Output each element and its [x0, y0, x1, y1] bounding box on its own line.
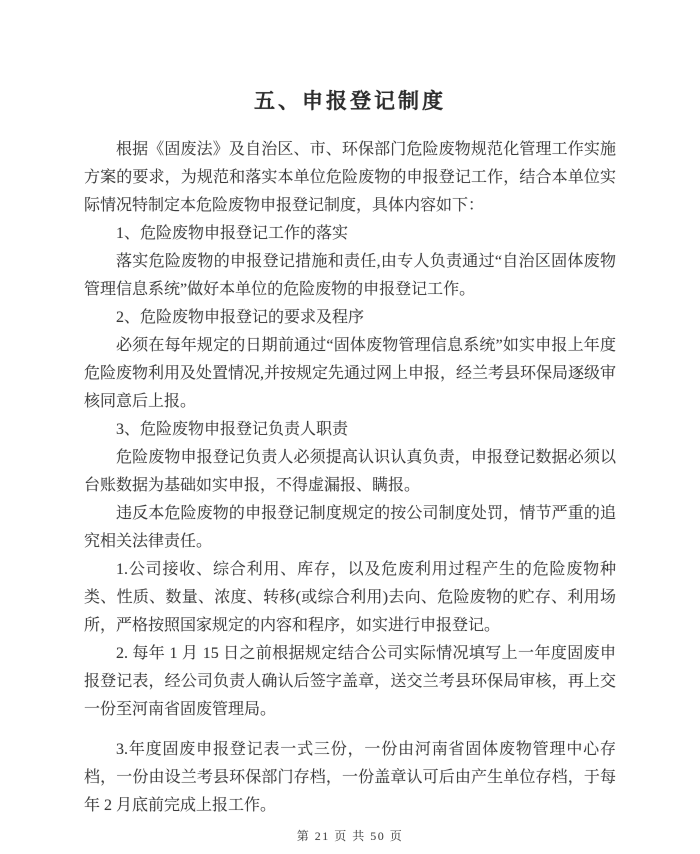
section-1-heading: 1、危险废物申报登记工作的落实 [116, 225, 349, 242]
list-item-2: 2. 每年 1 月 15 日之前根据规定结合公司实际情况填写上一年度固废申报登记表，经公司负责人确认后签字盖章，送交兰考县环保局审核，再上交一份至河南省固废管理局。 [84, 645, 616, 718]
section-3-heading: 3、危险废物申报登记负责人职责 [116, 421, 349, 438]
list-item-1: 1.公司接收、综合利用、库存，以及危废利用过程产生的危险废物种类、性质、数量、浓度、转移(或综合利用)去向、危险废物的贮存、利用场所，严格按照国家规定的内容和程序，如实进行申报登记。 [84, 561, 616, 634]
section-3-paragraph-2: 违反本危险废物的申报登记制度规定的按公司制度处罚，情节严重的追究相关法律责任。 [84, 505, 616, 550]
intro-paragraph: 根据《固废法》及自治区、市、环保部门危险废物规范化管理工作实施方案的要求，为规范和落实本单位危险废物的申报登记工作，结合本单位实际情况特制定本危险废物申报登记制度，具体内容如下： [84, 141, 616, 214]
section-3-paragraph-1: 危险废物申报登记负责人必须提高认识认真负责，申报登记数据必须以台账数据为基础如实申报，不得虚漏报、瞒报。 [84, 449, 616, 494]
document-title: 五、申报登记制度 [254, 89, 446, 113]
page-number-footer: 第 21 页 共 50 页 [296, 829, 404, 843]
section-2-paragraph: 必须在每年规定的日期前通过“固体废物管理信息系统”如实申报上年度危险废物利用及处置情况,并按规定先通过网上申报，经兰考县环保局逐级审核同意后上报。 [84, 337, 617, 410]
list-item-3: 3.年度固废申报登记表一式三份，一份由河南省固体废物管理中心存档，一份由设兰考县环保部门存档，一份盖章认可后由产生单位存档，于每年 2 月底前完成上报工作。 [84, 741, 616, 814]
section-1-paragraph: 落实危险废物的申报登记措施和责任,由专人负责通过“自治区固体废物管理信息系统”做好本单位的危险废物的申报登记工作。 [84, 253, 616, 298]
section-2-heading: 2、危险废物申报登记的要求及程序 [116, 309, 365, 326]
